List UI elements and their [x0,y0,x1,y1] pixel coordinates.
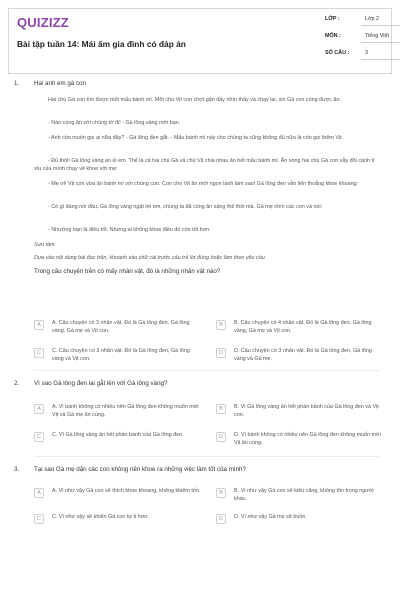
worksheet-title: Bài tập tuần 14: Mái ấm gia đình có đáp án [17,39,186,49]
option-text: D. Vì như vậy Gà mẹ sẽ buồn. [234,514,307,520]
option-letter-badge: C [34,348,44,358]
section-divider [34,456,380,457]
meta-grade-label: LỚP : [325,16,340,22]
option-text: D. Câu chuyện có 3 nhân vật. Đó là Gà lông đen, Gà lông vàng và Gà mẹ. [234,348,372,362]
option-letter-badge: D [216,514,226,524]
q3-question: Tại sao Gà mẹ dặn các con không nên khoe ra những việc làm tốt của mình? [34,466,246,473]
option-letter-badge: B [216,488,226,498]
meta-subject-label: MÔN : [325,33,341,39]
option-letter-badge: A [34,320,44,330]
q3-number: 3. [14,466,20,473]
option-letter-badge: C [34,432,44,442]
option-letter-badge: A [34,488,44,498]
quizizz-logo: QUIZIZZ [17,15,69,30]
q1-para-5: - Mẹ ơi! Vịt con vừa ăn bánh mì với chúng con. Con cho Vịt ăn mới ngon lành làm sao! Gà lông đen vẫn liến thoắng khoe khoang: [48,181,358,187]
meta-count-label: SỐ CÂU : [325,50,350,56]
option-letter-badge: A [34,404,44,414]
option-text: B. Vì như vậy Gà con sẽ kiêu căng, không tôn trọng người khác. [234,488,374,502]
q1-instruction: Dựa vào nội dung bài đọc trên, khoanh vào chữ cái trước câu trả lời đúng hoặc làm theo yêu cầu. [34,255,267,261]
q2-number: 2. [14,380,20,387]
worksheet-header [8,8,392,74]
section-divider [34,370,380,371]
q1-para-7: - Nhường bạn là điều tốt. Nhưng ai không khoe điều đó còn tốt hơn. [48,227,211,233]
meta-count-value: 3 [365,50,368,56]
q1-para-3: - Anh còn muốn gọi ai nữa đấy? - Gà lông đen gắt. - Mẩu bánh mì này cho chúng ta cũng không đủ nữa là còn gọi thêm Vịt. [48,135,344,141]
meta-grade-line [361,25,400,26]
q1-para-1: Hai chú Gà con tìm được một mẩu bánh mì. Một chú Vịt con chợt gặn đấy nhìn thấy và chạy lại, xin Gà con cùng được ăn: [48,97,341,103]
q1-source: Sưu tầm. [34,242,56,248]
option-text: A. Vì bánh không có nhiều nên Gà lông đen không muốn mời Vịt và Gà mẹ ăn cùng. [52,404,199,418]
option-text: D. Vì bánh không có nhiều nên Gà lông đen không muốn mời Vịt ăn cùng. [234,432,381,446]
option-letter-badge: D [216,348,226,358]
option-letter-badge: B [216,404,226,414]
option-text: C. Vì Gà lông vàng ăn hết phần bánh của Gà lông đen. [52,432,184,438]
meta-subject-value: Tiếng Việt [365,33,389,39]
q1-question: Trong câu chuyện trên có mấy nhân vật, đó là những nhân vật nào? [34,268,221,275]
q2-question: Vì sao Gà lông đen lại gắt lên với Gà lông vàng? [34,380,168,387]
option-text: C. Câu chuyện có 3 nhân vật. Đó là Gà lông đen, Gà lông vàng và Vịt con. [52,348,190,362]
meta-count-line [361,59,400,60]
option-text: C. Vì như vậy sẽ khiến Gà con tự ti hơn. [52,514,149,520]
meta-grade-value: Lớp 2 [365,16,380,22]
q1-para-2: - Nào cùng ăn với chúng tớ đi! - Gà lông vàng mời bạn. [48,120,181,126]
option-letter-badge: D [216,432,226,442]
option-letter-badge: C [34,514,44,524]
option-letter-badge: B [216,320,226,330]
q1-number: 1. [14,80,20,87]
option-text: B. Vì Gà lông vàng ăn hết phần bánh của Gà lông đen và Vịt con. [234,404,379,418]
meta-subject-line [361,42,400,43]
option-text: A. Câu chuyện có 3 nhân vật. Đó là Gà lông đen, Gà lông vàng, Gà mẹ và Vịt con. [52,320,190,334]
q1-para-6: - Có gì đáng nói đâu, Gà lông vàng ngật lợi em, chúng ta đã cùng ăn sáng thế thôi mà. Gà mẹ nhìn các con và nói: [48,204,323,210]
q1-para-4: - Đủ thôi! Gà lông vàng an ủi em. Thế là cả hai chú Gà và chú Vịt chia nhau ăn hết mẩu bánh mì. Ăn xong hai chú Gà con vẫy đôi cánh tí xíu của mình chạy về khoe với mẹ: [34,158,375,172]
q1-passage-title: Hai anh em gà con [34,80,86,87]
option-text: A. Vì như vậy Gà con sẽ thích khoe khoang, không khiêm tốn. [52,488,201,494]
option-text: B. Câu chuyện có 4 nhân vật. Đó là Gà lông đen, Gà lông vàng, Gà mẹ và Vịt con. [234,320,372,334]
